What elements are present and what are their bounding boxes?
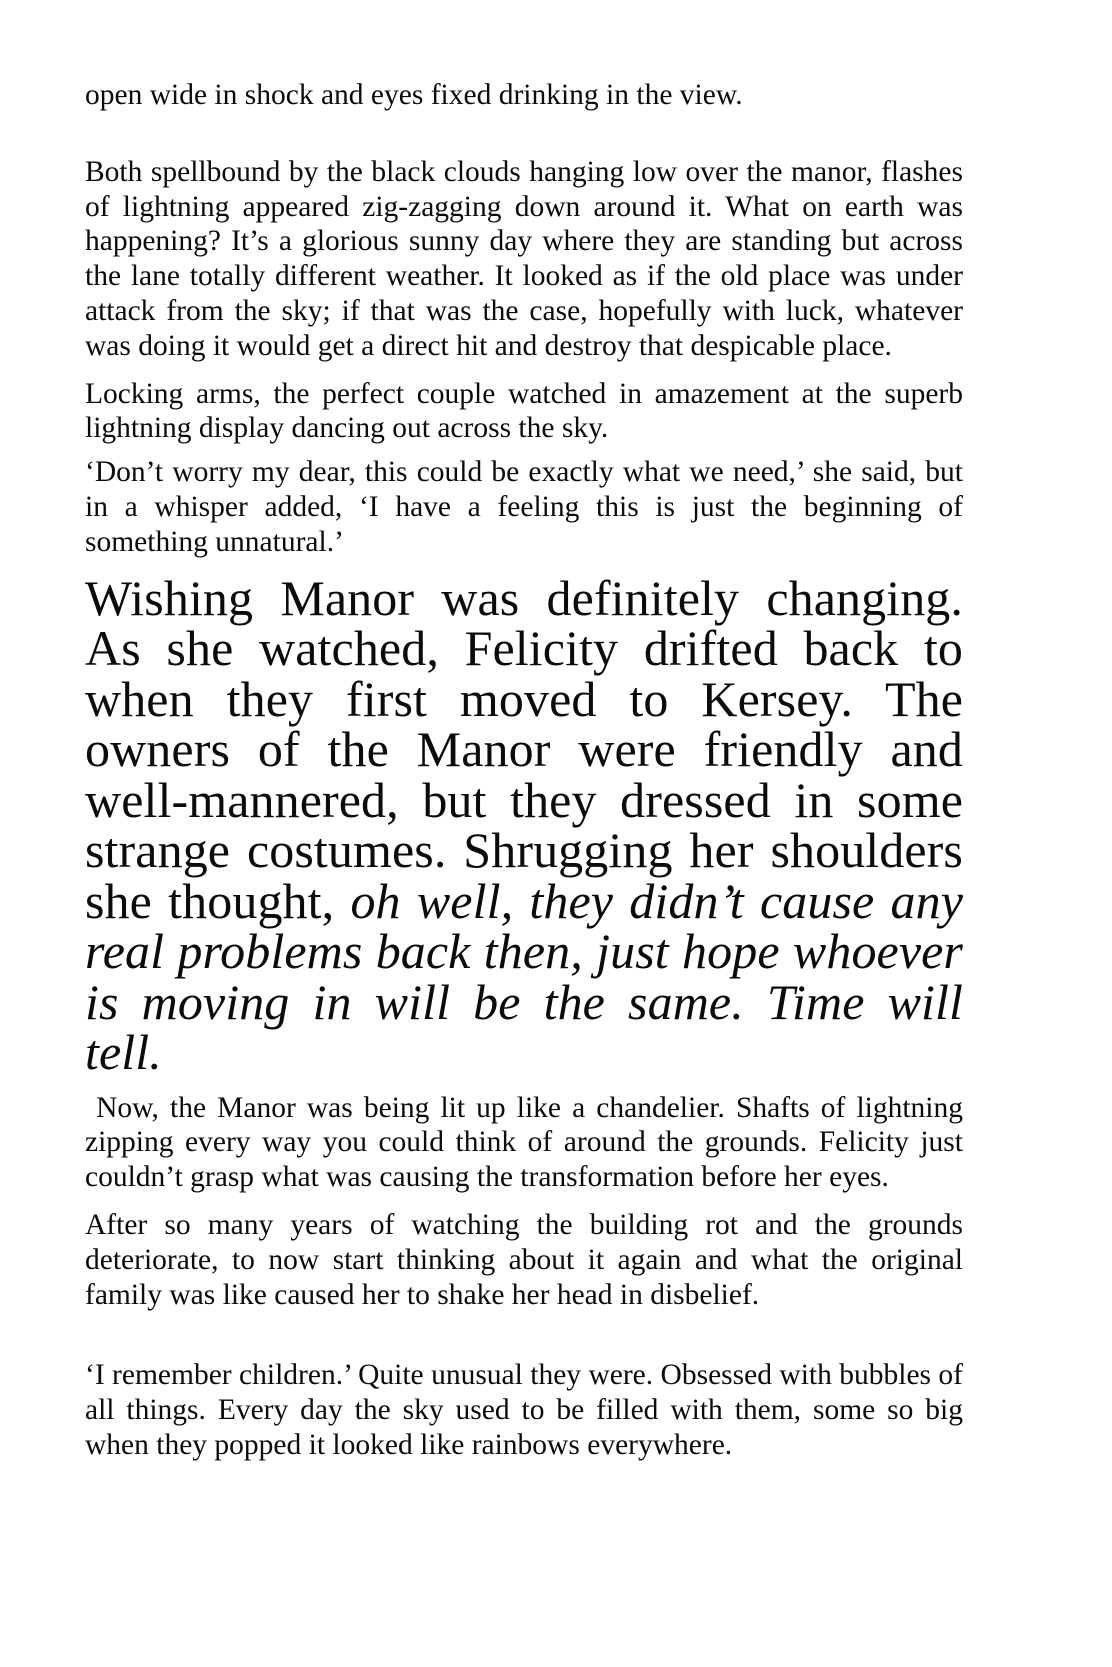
paragraph-now-the-manor: Now, the Manor was being lit up like a chandelier. Shafts of lightning zipping every way you could think of around the grounds. Felicity just couldn’t grasp what was causing the transformation before her eyes.: [85, 1091, 971, 1194]
display-paragraph-roman-text: Wishing Manor was definitely changing. As she watched, Felicity drifted back to when they first moved to Kersey. The owners of the Manor were friendly and well-mannered, but they dressed in some strange costumes. Shrugging her shoulders she thought,: [85, 569, 963, 929]
paragraph-locking-arms: Locking arms, the perfect couple watched in amazement at the superb lightning display dancing out across the sky.: [85, 377, 963, 445]
paragraph-spellbound: Both spellbound by the black clouds hanging low over the manor, flashes of lightning appeared zig-zagging down around it. What on earth was happening? It’s a glorious sunny day where they are standing but across the lane totally different weather. It looked as if the old place was under attack from the sky; if that was the case, hopefully with luck, whatever was doing it would get a direct hit and destroy that despicable place.: [85, 155, 963, 362]
paragraph-spacer: [85, 1195, 963, 1208]
paragraph-i-remember-children: ‘I remember children.’ Quite unusual they were. Obsessed with bubbles of all things. Every day the sky used to be filled with them, some so big when they popped it looked like rainbows everywhere.: [85, 1359, 963, 1461]
paragraph-spacer: [85, 364, 963, 377]
paragraph-dont-worry-dialogue: ‘Don’t worry my dear, this could be exactly what we need,’ she said, but in a whisper added, ‘I have a feeling this is just the beginning of something unnatural.’: [85, 456, 963, 558]
paragraph-spacer: [85, 1078, 963, 1091]
paragraph-after-so-many-years: After so many years of watching the building rot and the grounds deteriorate, to now start thinking about it again and what the original family was like caused her to shake her head in disbelief.: [85, 1208, 963, 1311]
text-column: [85, 78, 971, 1463]
paragraph-continuation: open wide in shock and eyes fixed drinking in the view.: [85, 79, 743, 111]
paragraph-spacer: [85, 446, 963, 455]
display-paragraph-italic-thought: oh well, they didn’t cause any real problems back then, just hope whoever is moving in will be the same. Time will tell.: [85, 872, 964, 1081]
paragraph-spacer: [85, 113, 963, 155]
display-paragraph-wishing-manor: [85, 569, 964, 1081]
paragraph-spacer: [85, 1312, 963, 1358]
